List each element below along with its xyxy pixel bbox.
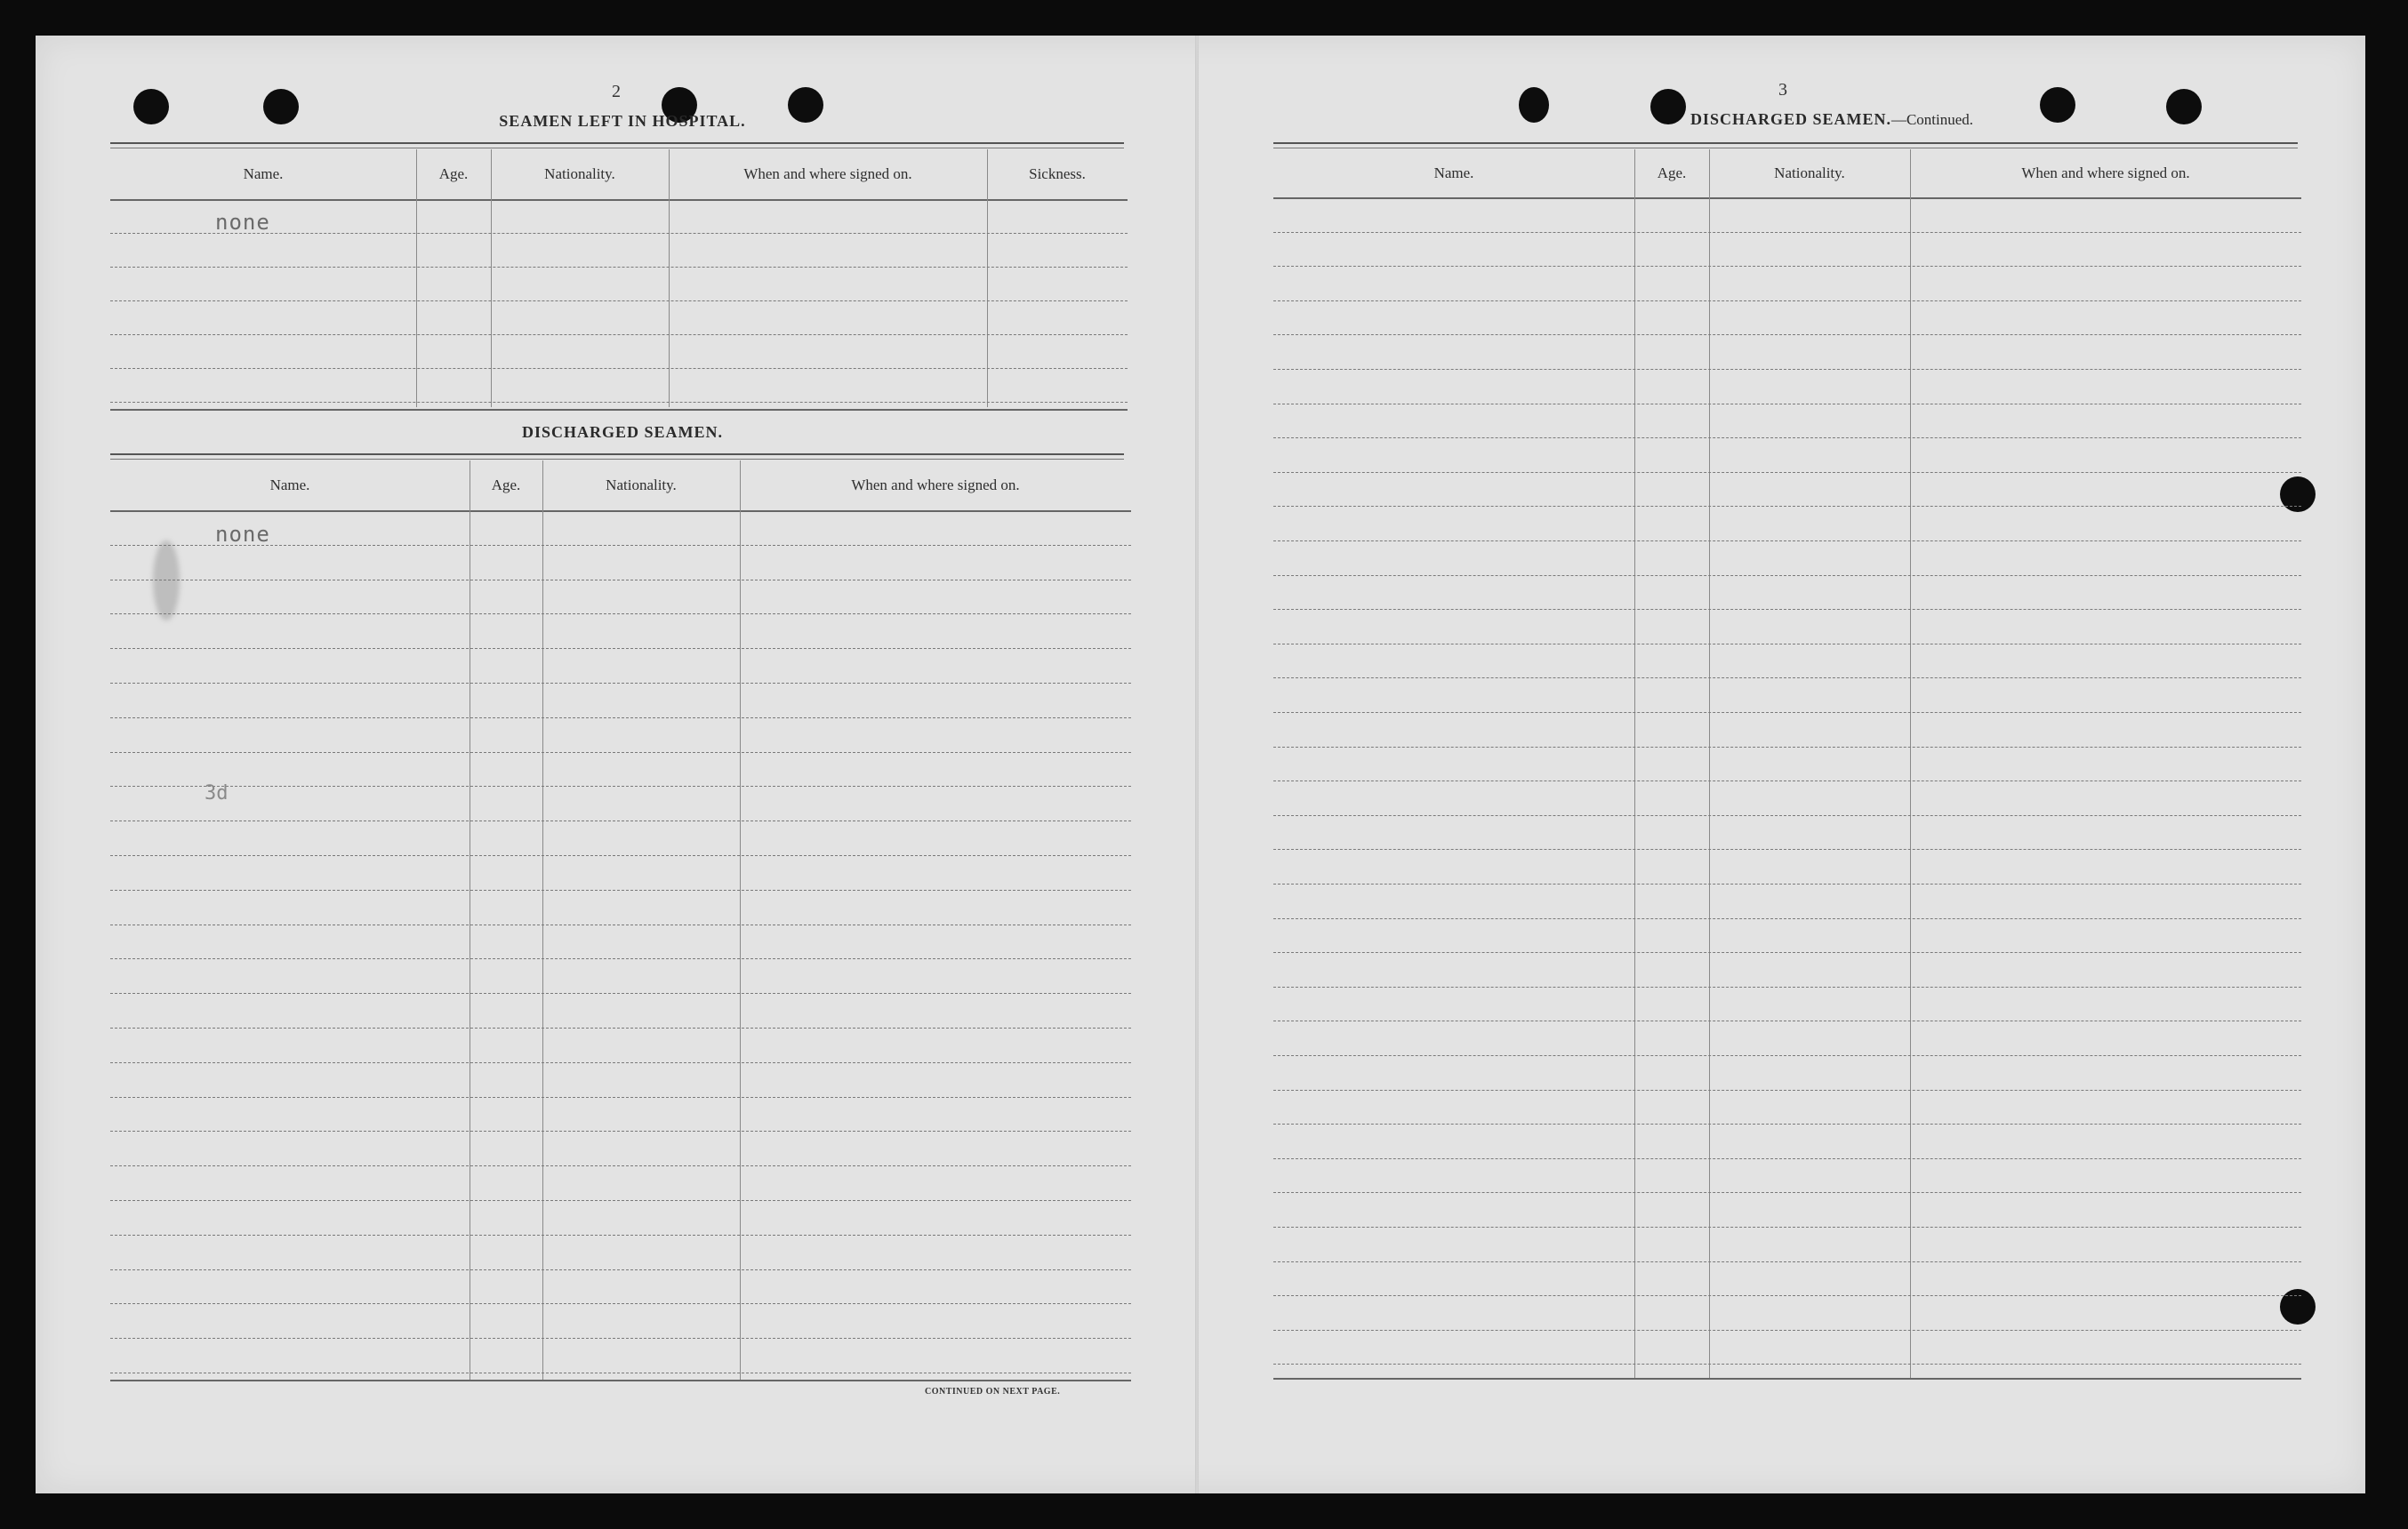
discharged-continued-title xyxy=(1583,110,2081,129)
punch-hole xyxy=(263,89,299,124)
page-number-right: 3 xyxy=(1778,80,1787,100)
table-row xyxy=(110,1338,1131,1373)
punch-hole xyxy=(1519,87,1549,123)
table-row xyxy=(1273,404,2301,439)
table-row xyxy=(110,1028,1131,1063)
column-header-nationality: Nationality. xyxy=(1774,164,1845,181)
table-row xyxy=(110,786,1131,821)
table-row xyxy=(1273,506,2301,541)
column-header-age: Age. xyxy=(438,165,469,182)
table-row xyxy=(1273,1192,2301,1228)
table-row xyxy=(1273,266,2301,301)
table-row xyxy=(1273,849,2301,885)
table-row xyxy=(1273,1227,2301,1262)
table-row xyxy=(110,993,1131,1029)
table-row xyxy=(110,1131,1131,1166)
center-fold xyxy=(1195,36,1199,1493)
table-row xyxy=(110,1062,1131,1098)
table-row xyxy=(110,368,1128,403)
table-row xyxy=(1273,334,2301,370)
discharged-continued-table xyxy=(1273,149,2301,1380)
table-row xyxy=(110,821,1131,856)
column-header-sickness: Sickness. xyxy=(1029,165,1086,182)
table-row xyxy=(1273,1021,2301,1056)
table-row xyxy=(1273,644,2301,679)
table-row xyxy=(1273,781,2301,816)
table-row xyxy=(110,545,1131,580)
table-row xyxy=(110,925,1131,960)
table-row xyxy=(1273,1295,2301,1331)
table-row xyxy=(110,1235,1131,1270)
ink-smudge xyxy=(153,540,180,620)
right-top-rule xyxy=(1273,142,2298,148)
hospital-table xyxy=(110,149,1128,411)
column-header-age: Age. xyxy=(1657,164,1687,181)
discharged-continued-title-text: DISCHARGED SEAMEN. xyxy=(1690,110,1891,128)
table-row xyxy=(1273,1261,2301,1297)
table-row xyxy=(110,613,1131,649)
continued-suffix: —Continued. xyxy=(1890,111,1974,128)
table-row xyxy=(1273,747,2301,782)
table-row xyxy=(1273,1124,2301,1159)
table-row xyxy=(110,958,1131,994)
discharged-table-bottom xyxy=(110,1380,1131,1381)
table-row xyxy=(1273,952,2301,988)
table-row xyxy=(110,580,1131,615)
table-row xyxy=(110,1097,1131,1133)
column-header-signed-on: When and where signed on. xyxy=(743,165,912,182)
table-row xyxy=(1273,197,2301,233)
table-row xyxy=(110,1269,1131,1305)
hospital-entry: none xyxy=(215,210,270,235)
table-row xyxy=(110,717,1131,753)
table-row xyxy=(110,233,1128,268)
table-row xyxy=(1273,300,2301,336)
table-row xyxy=(1273,987,2301,1022)
right-table-bottom xyxy=(1273,1378,2301,1380)
table-row xyxy=(110,752,1131,788)
column-header-signed-on: When and where signed on. xyxy=(851,476,1020,493)
discharged-top-rule xyxy=(110,453,1124,460)
punch-hole xyxy=(133,89,169,124)
table-row xyxy=(1273,540,2301,576)
column-header-name: Name. xyxy=(1433,164,1474,181)
table-row xyxy=(1273,884,2301,919)
table-row xyxy=(110,1200,1131,1236)
table-row xyxy=(1273,437,2301,473)
table-row xyxy=(1273,1055,2301,1091)
continued-note: CONTINUED ON NEXT PAGE. xyxy=(925,1387,1061,1397)
hospital-table-bottom xyxy=(110,409,1128,411)
page-number-left: 2 xyxy=(612,82,621,101)
column-header-age: Age. xyxy=(491,476,521,493)
margin-mark: 3d xyxy=(205,782,229,805)
table-row xyxy=(1273,1330,2301,1365)
table-row xyxy=(1273,918,2301,954)
table-row xyxy=(110,300,1128,335)
punch-hole xyxy=(2166,89,2202,124)
table-row xyxy=(1273,575,2301,611)
column-header-name: Name. xyxy=(243,165,284,182)
table-row xyxy=(110,1165,1131,1201)
hospital-top-rule xyxy=(110,142,1124,148)
table-row xyxy=(1273,677,2301,713)
table-row xyxy=(1273,712,2301,748)
table-row xyxy=(110,334,1128,369)
table-row xyxy=(1273,815,2301,851)
table-row xyxy=(110,1303,1131,1339)
column-header-nationality: Nationality. xyxy=(606,476,677,493)
discharged-entry: none xyxy=(215,522,270,547)
table-row xyxy=(110,267,1128,301)
table-row xyxy=(110,890,1131,925)
table-row xyxy=(110,648,1131,684)
discharged-table xyxy=(110,460,1131,1381)
table-row xyxy=(110,683,1131,718)
table-row xyxy=(1273,232,2301,268)
column-header-signed-on: When and where signed on. xyxy=(2021,164,2190,181)
table-row xyxy=(110,855,1131,891)
table-row xyxy=(1273,609,2301,644)
table-row xyxy=(1273,369,2301,404)
table-row xyxy=(1273,1158,2301,1194)
table-row xyxy=(1273,1090,2301,1125)
discharged-section-title: DISCHARGED SEAMEN. xyxy=(521,423,724,441)
column-header-nationality: Nationality. xyxy=(544,165,615,182)
table-row xyxy=(1273,472,2301,508)
hospital-section-title: SEAMEN LEFT IN HOSPITAL. xyxy=(499,112,746,130)
column-header-name: Name. xyxy=(269,476,310,493)
